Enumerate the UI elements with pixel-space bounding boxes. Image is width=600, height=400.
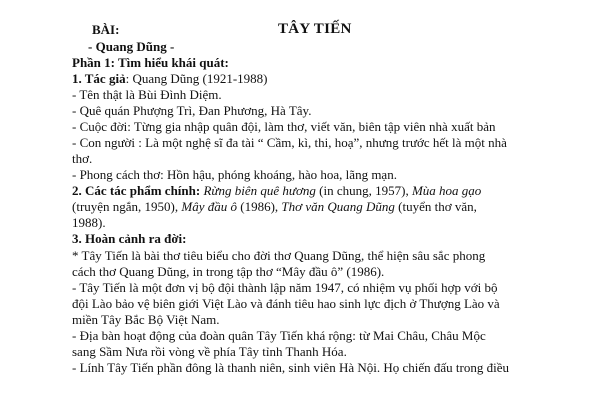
tac-gia-item: - Quê quán Phượng Trì, Đan Phương, Hà Tây. bbox=[72, 103, 312, 118]
tac-gia-value: : Quang Dũng (1921-1988) bbox=[125, 71, 268, 86]
hoan-canh-line: - Địa bàn hoạt động của đoàn quân Tây Tiến khá rộng: từ Mai Châu, Châu Mộc bbox=[72, 328, 486, 343]
tac-pham-label: 2. Các tác phẩm chính: bbox=[72, 183, 201, 198]
tac-gia-item: - Con người : Là một nghệ sĩ đa tài “ Cầm, kì, thi, hoạ”, nhưng trước hết là một nhà bbox=[72, 135, 507, 150]
tac-gia-label: 1. Tác giả bbox=[72, 71, 126, 86]
hoan-canh-line: - Tây Tiến là một đơn vị bộ đội thành lập năm 1947, có nhiệm vụ phối hợp với bộ bbox=[72, 280, 498, 295]
hoan-canh-line: miền Tây Bắc Bộ Việt Nam. bbox=[72, 312, 220, 327]
work-title: Mùa hoa gạo bbox=[411, 183, 482, 198]
tac-gia-line bbox=[72, 71, 267, 87]
work-title: Rừng biên quê hương bbox=[203, 183, 316, 198]
tac-gia-item: - Tên thật là Bùi Đình Diệm. bbox=[72, 87, 222, 102]
work-title: Mây đầu ô bbox=[181, 199, 237, 214]
bai-label: BÀI: bbox=[92, 22, 120, 37]
work-title: Thơ văn Quang Dũng bbox=[281, 199, 395, 214]
hoan-canh-line: - Lính Tây Tiến phần đông là thanh niên, sinh viên Hà Nội. Họ chiến đấu trong điều bbox=[72, 360, 509, 375]
tac-gia-item: - Cuộc đời: Từng gia nhập quân đội, làm thơ, viết văn, biên tập viên nhà xuất bản bbox=[72, 119, 496, 134]
hoan-canh-line: đội Lào bảo vệ biên giới Việt Lào và đánh tiêu hao sinh lực địch ở Thượng Lào và bbox=[72, 296, 500, 311]
hoan-canh-line: cách thơ Quang Dũng, in trong tập thơ “Mây đầu ô” (1986). bbox=[72, 264, 385, 279]
hoan-canh-heading: 3. Hoàn cảnh ra đời: bbox=[72, 231, 187, 246]
tac-gia-item: - Phong cách thơ: Hồn hậu, phóng khoáng, hào hoa, lãng mạn. bbox=[72, 167, 397, 182]
tac-pham-line: 2. Các tác phẩm chính: Rừng biên quê hương (in chung, 1957), Mùa hoa gạo bbox=[72, 183, 482, 198]
tac-pham-line: 1988). bbox=[72, 215, 106, 230]
tac-gia-item: thơ. bbox=[72, 151, 93, 166]
clipped-top-fragment bbox=[40, 0, 200, 2]
tac-pham-line: (truyện ngắn, 1950), Mây đầu ô (1986), Thơ văn Quang Dũng (tuyển thơ văn, bbox=[72, 199, 477, 214]
section1-heading: Phần 1: Tìm hiểu khái quát: bbox=[72, 55, 229, 70]
hoan-canh-line: sang Sầm Nưa rồi vòng về phía Tây tỉnh Thanh Hóa. bbox=[72, 344, 347, 359]
document-title: TÂY TIẾN bbox=[278, 21, 352, 37]
author-line: - Quang Dũng - bbox=[88, 39, 175, 54]
hoan-canh-line: * Tây Tiến là bài thơ tiêu biểu cho đời thơ Quang Dũng, thể hiện sâu sắc phong bbox=[72, 248, 486, 263]
